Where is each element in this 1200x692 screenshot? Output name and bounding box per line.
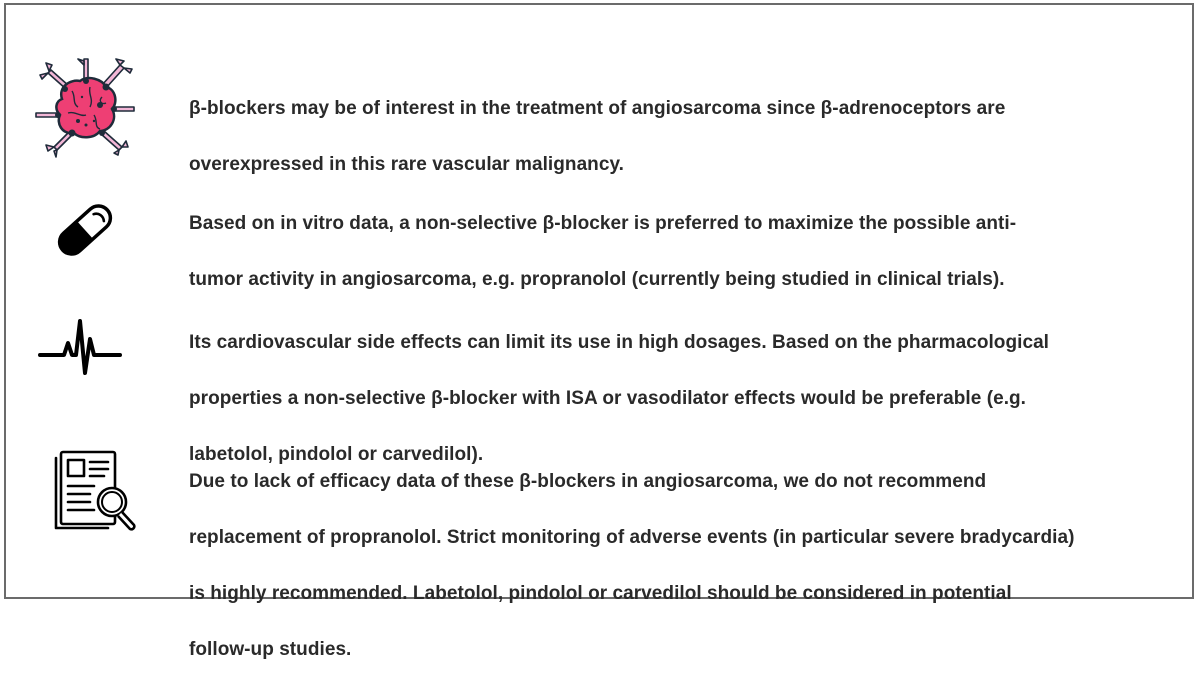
text-line: Due to lack of efficacy data of these β-blockers in angiosarcoma, we do not recommend (189, 471, 987, 492)
document-search-icon (50, 446, 140, 541)
summary-panel (4, 3, 1194, 660)
text-line: tumor activity in angiosarcoma, e.g. propranolol (currently being studied in clinical trials). (189, 269, 1005, 290)
text-line: replacement of propranolol. Strict monitoring of adverse events (in particular severe bradycardia) (189, 527, 1075, 548)
summary-text-4 (189, 440, 1179, 692)
capsule-pill-icon (50, 198, 120, 267)
tumor-cell-icon (32, 51, 142, 166)
text-line: follow-up studies. (189, 639, 352, 660)
text-line: Its cardiovascular side effects can limit its use in high dosages. Based on the pharmacological (189, 332, 1050, 353)
text-line: β-blockers may be of interest in the treatment of angiosarcoma since β-adrenoceptors are (189, 98, 1006, 119)
text-line: properties a non-selective β-blocker with ISA or vasodilator effects would be preferable (e.g. (189, 388, 1027, 409)
text-line: overexpressed in this rare vascular malignancy. (189, 154, 624, 175)
heartbeat-ecg-icon (38, 315, 128, 386)
text-line: Based on in vitro data, a non-selective β-blocker is preferred to maximize the possible anti- (189, 213, 1017, 234)
text-line: labetolol, pindolol or carvedilol). (189, 444, 484, 465)
text-line: is highly recommended. Labetolol, pindolol or carvedilol should be considered in potential (189, 583, 1012, 604)
